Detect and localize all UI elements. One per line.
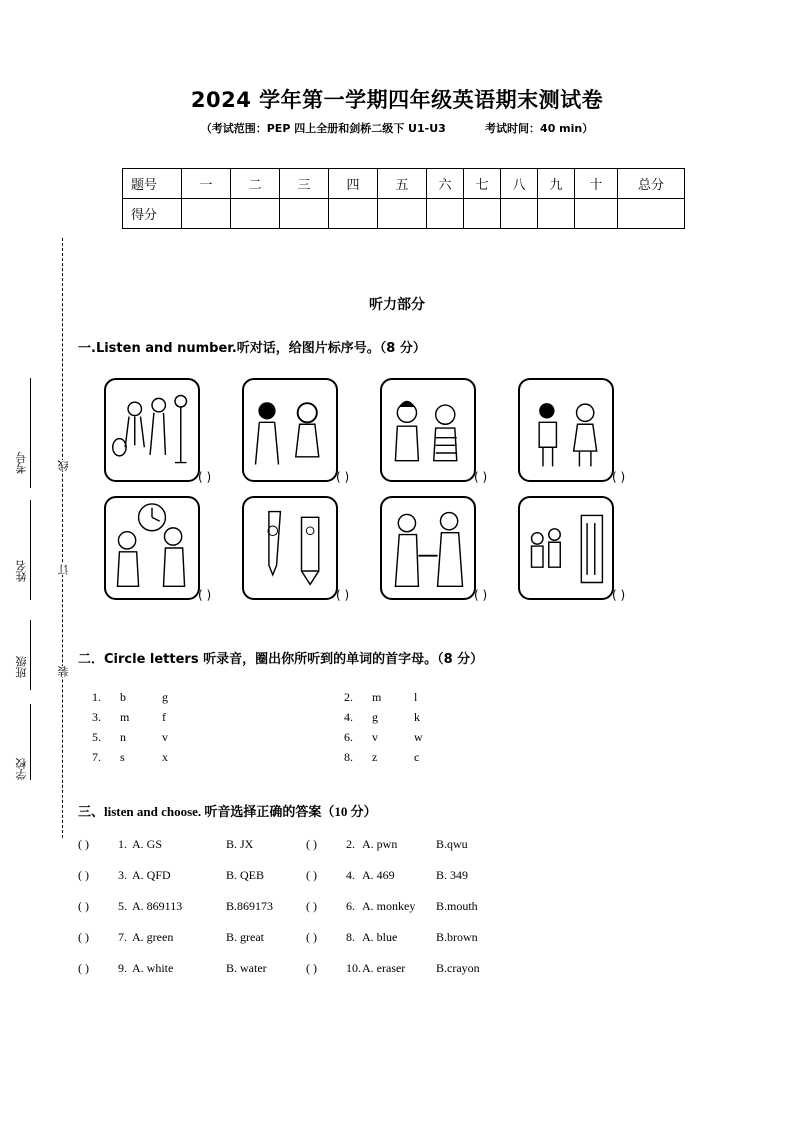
score-col: 七: [464, 169, 501, 199]
name-line: [30, 500, 31, 600]
greeting-wave-picture: [518, 378, 614, 482]
question-answer-blank[interactable]: ( ): [306, 868, 317, 882]
binding-dashed-line: [62, 238, 63, 838]
children-at-door-picture: [518, 496, 614, 600]
letter-option-a[interactable]: z: [372, 750, 378, 764]
picture-answer-blank[interactable]: ( ): [474, 470, 488, 484]
question-option-b: B. great: [226, 930, 264, 944]
question-option-a: A. GS: [132, 837, 163, 851]
letter-option-a[interactable]: s: [120, 750, 125, 764]
part1-heading: 一.Listen and number.听对话，给图片标序号。（8 分）: [78, 341, 426, 356]
score-table-header-row: [123, 169, 685, 199]
score-cell[interactable]: [618, 199, 685, 229]
question-number: 2.: [346, 837, 355, 851]
score-col: 九: [538, 169, 575, 199]
family-dog-picture: [104, 378, 200, 482]
letter-option-a[interactable]: v: [372, 730, 378, 744]
letter-option-a[interactable]: n: [120, 730, 126, 744]
question-number: 4.: [346, 868, 355, 882]
question-option-a: A. green: [132, 930, 174, 944]
letter-option-b[interactable]: x: [162, 750, 168, 764]
letter-item-number: 7.: [92, 750, 101, 764]
question-answer-blank[interactable]: ( ): [78, 837, 89, 851]
score-cell[interactable]: [575, 199, 618, 229]
score-cell[interactable]: [182, 199, 231, 229]
letter-option-a[interactable]: g: [372, 710, 378, 724]
question-number: 5.: [118, 899, 127, 913]
letter-item-number: 5.: [92, 730, 101, 744]
letter-item-number: 4.: [344, 710, 353, 724]
score-cell[interactable]: [538, 199, 575, 229]
score-col: 二: [231, 169, 280, 199]
exam-time: 考试时间：40 min）: [485, 122, 594, 135]
letter-item-number: 1.: [92, 690, 101, 704]
letter-option-a[interactable]: m: [120, 710, 130, 724]
letter-option-b[interactable]: l: [414, 690, 418, 704]
part3-heading-number: 三、: [78, 805, 105, 820]
score-table: [122, 168, 685, 229]
picture-answer-blank[interactable]: ( ): [474, 588, 488, 602]
question-number: 3.: [118, 868, 127, 882]
binding-mark-line: 线: [57, 460, 70, 471]
exam-number-line: [30, 378, 31, 488]
score-cell[interactable]: [280, 199, 329, 229]
picture-answer-blank[interactable]: ( ): [612, 588, 626, 602]
letter-option-b[interactable]: f: [162, 710, 166, 724]
score-cell[interactable]: [427, 199, 464, 229]
score-cell[interactable]: [378, 199, 427, 229]
question-answer-blank[interactable]: ( ): [306, 899, 317, 913]
exam-title: 2024 学年第一学期四年级英语期末测试卷: [190, 88, 604, 112]
picture-answer-blank[interactable]: ( ): [198, 470, 212, 484]
binding-mark-bind: 装: [57, 666, 70, 677]
letter-option-b[interactable]: c: [414, 750, 420, 764]
question-number: 10.: [346, 961, 361, 975]
question-number: 7.: [118, 930, 127, 944]
question-number: 1.: [118, 837, 127, 851]
question-option-b: B.mouth: [436, 899, 478, 913]
question-answer-blank[interactable]: ( ): [78, 868, 89, 882]
question-answer-blank[interactable]: ( ): [306, 961, 317, 975]
letter-item-number: 3.: [92, 710, 101, 724]
letter-option-b[interactable]: g: [162, 690, 168, 704]
part3-heading-text: listen and choose. 听音选择正确的答案（10 分）: [104, 804, 377, 819]
score-col: 三: [280, 169, 329, 199]
picture-answer-blank[interactable]: ( ): [336, 588, 350, 602]
exam-subtitle: [0, 120, 794, 136]
part3-heading: [78, 801, 377, 820]
question-option-a: A. QFD: [132, 868, 171, 882]
pen-pencil-characters-picture: [242, 496, 338, 600]
name-field[interactable]: 姓名: [15, 560, 28, 582]
picture-answer-blank[interactable]: ( ): [612, 470, 626, 484]
question-option-b: B.brown: [436, 930, 478, 944]
listening-section-title: 听力部分: [369, 297, 425, 313]
score-table-score-row: [123, 199, 685, 229]
letter-option-b[interactable]: w: [414, 730, 423, 744]
question-number: 8.: [346, 930, 355, 944]
question-option-a: A. eraser: [362, 961, 406, 975]
exam-number-field[interactable]: 考号: [15, 452, 28, 474]
question-number: 9.: [118, 961, 127, 975]
score-cell[interactable]: [464, 199, 501, 229]
class-line: [30, 620, 31, 690]
question-answer-blank[interactable]: ( ): [78, 930, 89, 944]
question-answer-blank[interactable]: ( ): [306, 837, 317, 851]
adults-handshake-picture: [380, 496, 476, 600]
exam-scope: （考试范围：PEP 四上全册和剑桥二级下 U1-U3: [200, 122, 446, 135]
question-option-b: B.qwu: [436, 837, 468, 851]
question-option-a: A. 869113: [132, 899, 183, 913]
picture-answer-blank[interactable]: ( ): [336, 470, 350, 484]
question-option-a: A. white: [132, 961, 174, 975]
score-col: 六: [427, 169, 464, 199]
letter-option-b[interactable]: k: [414, 710, 420, 724]
score-col: 一: [182, 169, 231, 199]
question-option-b: B. water: [226, 961, 267, 975]
question-option-b: B. JX: [226, 837, 254, 851]
clock-greeting-picture: [104, 496, 200, 600]
score-table-label: 题号: [123, 169, 182, 199]
score-col: 四: [329, 169, 378, 199]
score-row-label: 得分: [123, 199, 182, 229]
score-cell[interactable]: [231, 199, 280, 229]
score-cell[interactable]: [501, 199, 538, 229]
letter-item-number: 6.: [344, 730, 353, 744]
letter-option-b[interactable]: v: [162, 730, 168, 744]
letter-option-a[interactable]: m: [372, 690, 382, 704]
question-option-a: A. blue: [362, 930, 398, 944]
score-col: 总分: [618, 169, 685, 199]
question-option-a: A. 469: [362, 868, 395, 882]
question-option-b: B.869173: [226, 899, 274, 913]
question-answer-blank[interactable]: ( ): [306, 930, 317, 944]
letter-item-number: 8.: [344, 750, 353, 764]
question-option-a: A. pwn: [362, 837, 398, 851]
boy-girl-talking-picture: [242, 378, 338, 482]
score-col: 八: [501, 169, 538, 199]
binding-mark-staple: 订: [57, 564, 70, 575]
score-col: 十: [575, 169, 618, 199]
score-cell[interactable]: [329, 199, 378, 229]
question-option-b: B.crayon: [436, 961, 480, 975]
question-option-b: B. 349: [436, 868, 469, 882]
letter-item-number: 2.: [344, 690, 353, 704]
school-field[interactable]: 学校: [15, 758, 28, 780]
picture-answer-blank[interactable]: ( ): [198, 588, 212, 602]
question-number: 6.: [346, 899, 355, 913]
question-option-a: A. monkey: [362, 899, 416, 913]
girls-sharing-picture: [380, 378, 476, 482]
school-line: [30, 704, 31, 780]
question-option-b: B. QEB: [226, 868, 265, 882]
part2-heading: 二．Circle letters 听录音，圈出你所听到的单词的首字母。（8 分）: [78, 652, 484, 667]
question-answer-blank[interactable]: ( ): [78, 899, 89, 913]
question-answer-blank[interactable]: ( ): [78, 961, 89, 975]
class-field[interactable]: 班级: [15, 656, 28, 678]
score-col: 五: [378, 169, 427, 199]
letter-option-a[interactable]: b: [120, 690, 126, 704]
